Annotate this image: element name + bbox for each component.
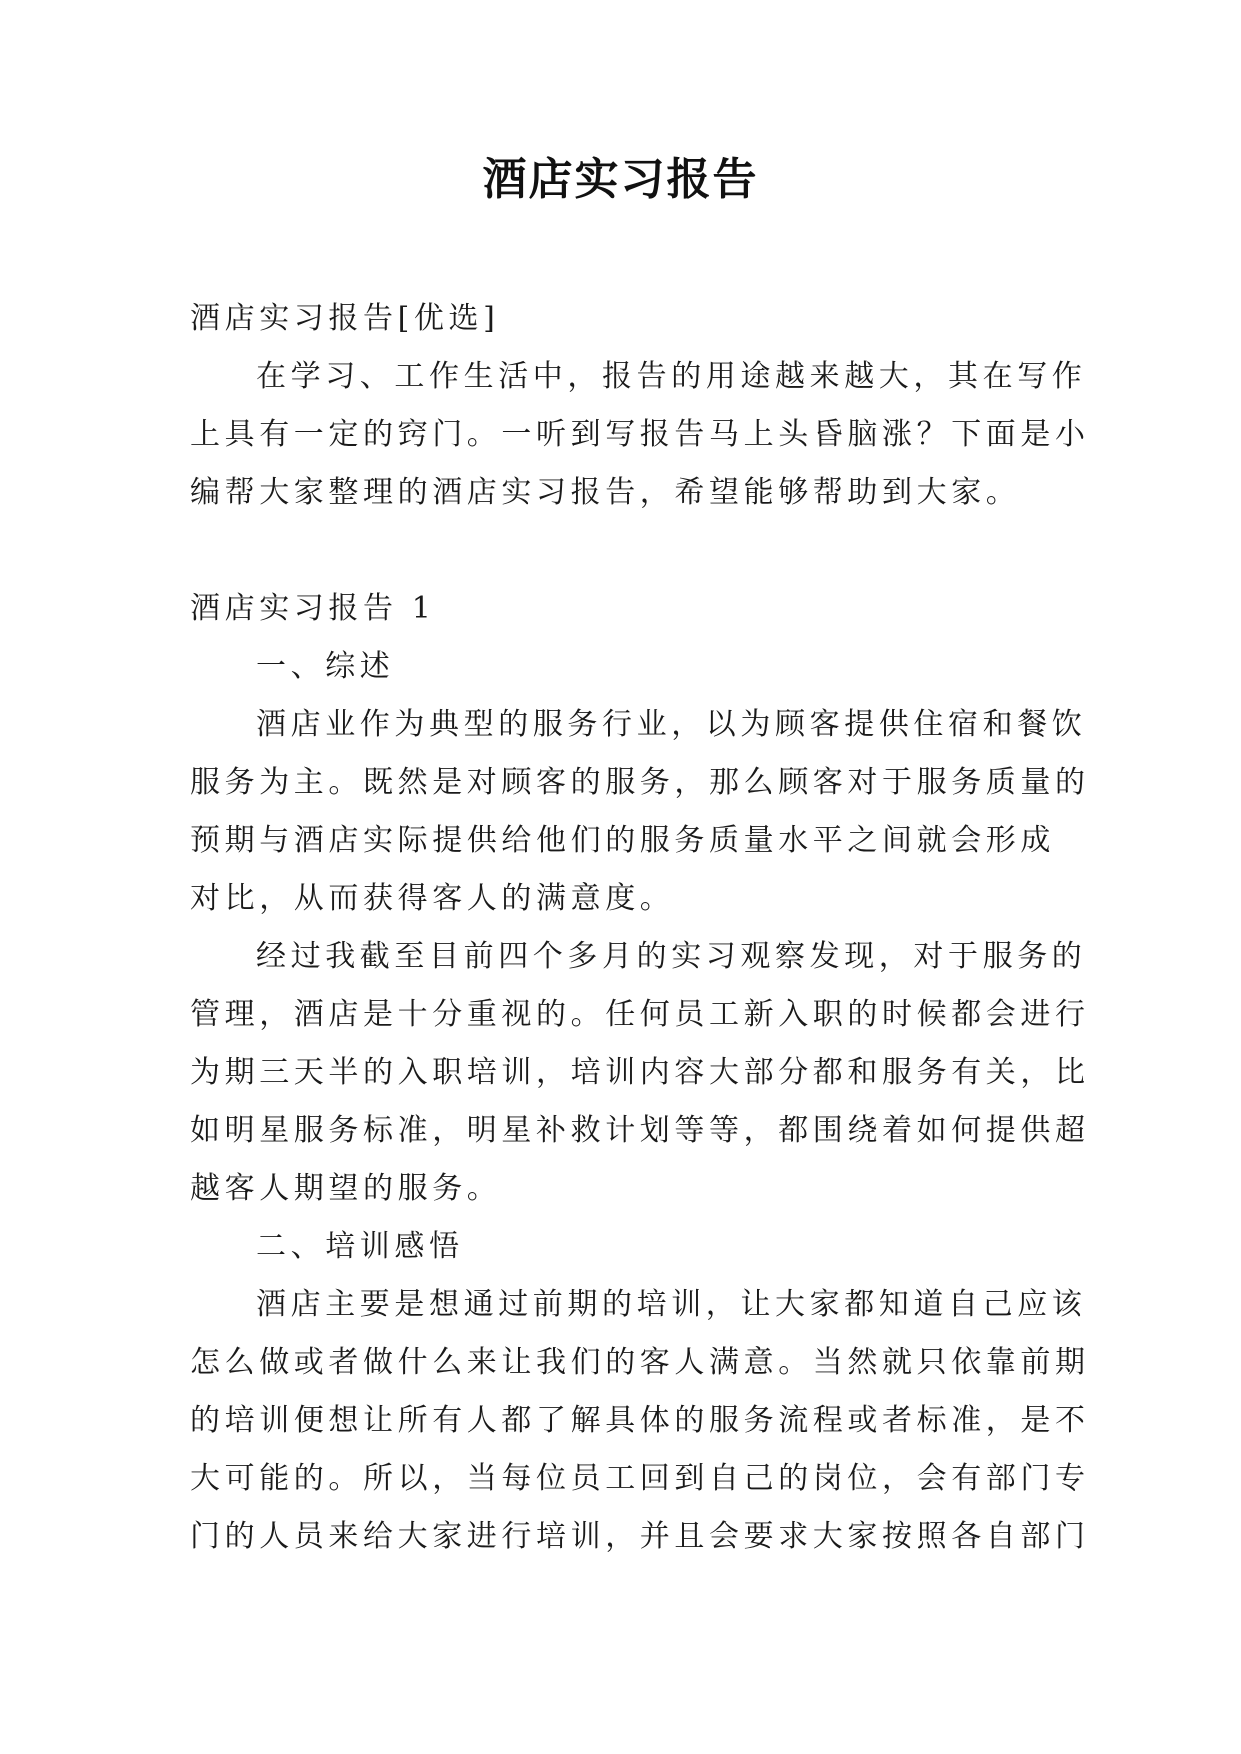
text-line: 大可能的。所以，当每位员工回到自己的岗位，会有部门专 — [190, 1461, 1090, 1496]
text-line: 酒店实习报告 1 — [190, 591, 436, 626]
text-line: 酒店业作为典型的服务行业，以为顾客提供住宿和餐饮 — [256, 707, 1087, 742]
text-line: 对比，从而获得客人的满意度。 — [190, 881, 675, 916]
text-line: 一、综述 — [256, 649, 395, 684]
text-line: 酒店主要是想通过前期的培训，让大家都知道自己应该 — [256, 1287, 1087, 1322]
page-title: 酒店实习报告 — [482, 154, 759, 205]
document-body — [190, 290, 1090, 1566]
text-line: 在学习、工作生活中，报告的用途越来越大，其在写作 — [256, 359, 1087, 394]
text-line: 怎么做或者做什么来让我们的客人满意。当然就只依靠前期 — [190, 1345, 1090, 1380]
text-line: 为期三天半的入职培训，培训内容大部分都和服务有关，比 — [190, 1055, 1090, 1090]
text-line: 门的人员来给大家进行培训，并且会要求大家按照各自部门 — [190, 1519, 1090, 1554]
text-line: 经过我截至目前四个多月的实习观察发现，对于服务的 — [256, 939, 1087, 974]
text-line: 服务为主。既然是对顾客的服务，那么顾客对于服务质量的 — [190, 765, 1090, 800]
text-line: 上具有一定的窍门。一听到写报告马上头昏脑涨？下面是小 — [190, 417, 1090, 452]
text-line: 的培训便想让所有人都了解具体的服务流程或者标准，是不 — [190, 1403, 1090, 1438]
text-line: 二、培训感悟 — [256, 1229, 464, 1264]
text-line: 越客人期望的服务。 — [190, 1171, 502, 1206]
text-line: 如明星服务标准，明星补救计划等等，都围绕着如何提供超 — [190, 1113, 1090, 1148]
text-line: 管理，酒店是十分重视的。任何员工新入职的时候都会进行 — [190, 997, 1090, 1032]
paragraph-gap — [190, 522, 1058, 580]
text-line: 预期与酒店实际提供给他们的服务质量水平之间就会形成 — [190, 823, 1055, 858]
text-line: 编帮大家整理的酒店实习报告，希望能够帮助到大家。 — [190, 475, 1021, 510]
text-line: 酒店实习报告[优选] — [190, 301, 500, 336]
